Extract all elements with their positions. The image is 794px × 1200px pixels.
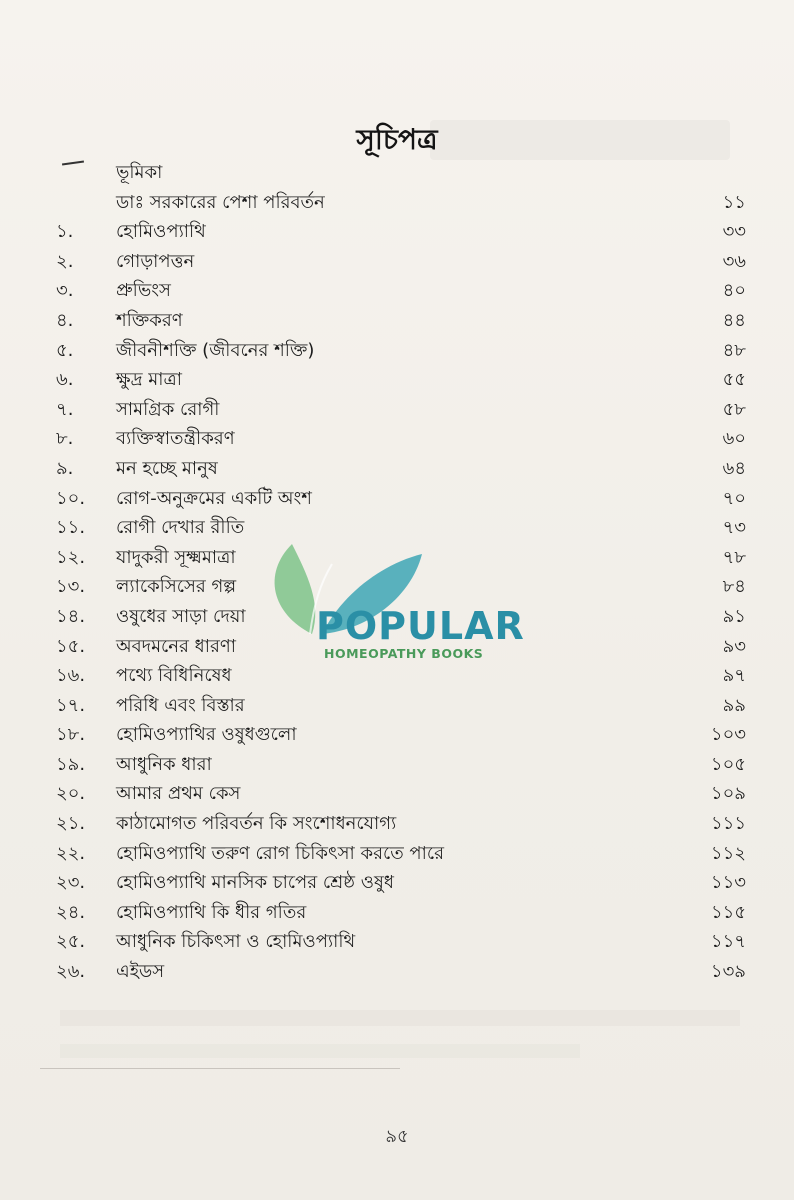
toc-entry-label: গোড়াপত্তন (116, 250, 195, 272)
toc-entry-number: ২১. (56, 813, 86, 835)
toc-entry-label: জীবনীশক্তি (জীবনের শক্তি) (116, 339, 315, 361)
toc-entry-number: ৮. (56, 428, 74, 450)
toc-entry-label: হোমিওপ্যাথির ওষুধগুলো (116, 724, 297, 746)
toc-entry-number: ১. (56, 221, 74, 243)
toc-entry-number: ১০. (56, 487, 86, 509)
watermark-subtitle: HOMEOPATHY BOOKS (324, 646, 484, 661)
toc-entry-page: ৫৫ (722, 369, 746, 391)
toc-entry-row (56, 276, 746, 306)
toc-entry-page: ৯৯ (722, 694, 746, 716)
toc-entry-row (56, 839, 746, 869)
toc-entry-number: ২. (56, 250, 74, 272)
toc-entry-page: ১১ (722, 191, 746, 213)
toc-entry-page: ১০৩ (710, 724, 746, 746)
toc-entry-row (56, 720, 746, 750)
toc-entry-row (56, 957, 746, 987)
show-through-texture (60, 1010, 740, 1026)
toc-entry-page: ৪৪ (722, 309, 746, 331)
toc-entry-label: ল্যাকেসিসের গল্প (116, 576, 237, 598)
toc-entry-number: ১২. (56, 546, 86, 568)
toc-entry-number: ১১. (56, 517, 86, 539)
toc-entry-page: ৯৩ (722, 635, 746, 657)
toc-entry-page: ৯৭ (722, 665, 746, 687)
toc-entry-row (56, 868, 746, 898)
toc-entry-row (56, 809, 746, 839)
toc-intro-row (56, 188, 746, 218)
toc-entry-row (56, 336, 746, 366)
toc-entry-label: ভূমিকা (116, 162, 163, 183)
toc-entry-label: আধুনিক ধারা (116, 753, 212, 775)
toc-entry-label: ডাঃ সরকারের পেশা পরিবর্তন (116, 191, 325, 213)
toc-entry-page: ১০৫ (710, 753, 746, 775)
toc-entry-number: ২৫. (56, 931, 86, 953)
toc-entry-page: ১০৯ (710, 783, 746, 805)
toc-entry-page: ১১২ (710, 842, 746, 864)
toc-entry-label: হোমিওপ্যাথি কি ধীর গতির (116, 901, 307, 923)
toc-entry-number: ২২. (56, 842, 86, 864)
toc-entry-page: ৩৬ (722, 250, 746, 272)
toc-entry-number: ২৪. (56, 901, 86, 923)
toc-entry-number: ১৪. (56, 605, 86, 627)
toc-entry-label: হোমিওপ্যাথি তরুণ রোগ চিকিৎসা করতে পারে (116, 842, 445, 864)
toc-entry-row (56, 691, 746, 721)
toc-entry-label: ক্ষুদ্র মাত্রা (116, 369, 182, 391)
toc-entry-row (56, 424, 746, 454)
toc-entry-label: যাদুকরী সূক্ষ্মমাত্রা (116, 546, 236, 568)
toc-entry-page: ৫৮ (722, 398, 746, 420)
toc-entry-page: ১১১ (710, 813, 746, 835)
show-through-texture (60, 1044, 580, 1058)
toc-entry-page: ৮৪ (722, 576, 746, 598)
toc-entry-page: ৭৮ (722, 546, 746, 568)
toc-entry-label: শক্তিকরণ (116, 309, 183, 331)
page-title: সূচিপত্র (356, 123, 438, 156)
toc-entry-page: ৭০ (722, 487, 746, 509)
toc-entry-label: হোমিওপ্যাথি (116, 221, 206, 243)
toc-entry-label: অবদমনের ধারণা (116, 635, 236, 657)
toc-entry-page: ৬৪ (722, 457, 746, 479)
toc-entry-row (56, 484, 746, 514)
toc-entry-label: ব্যক্তিস্বাতন্ত্রীকরণ (116, 428, 235, 450)
footnote-rule (40, 1068, 400, 1069)
toc-entry-number: ৫. (56, 339, 74, 361)
toc-entry-label: এইডস (116, 961, 165, 983)
toc-entry-label: মন হচ্ছে মানুষ (116, 457, 218, 479)
toc-entry-number: ৯. (56, 457, 74, 479)
toc-entry-label: কাঠামোগত পরিবর্তন কি সংশোধনযোগ্য (116, 813, 397, 835)
toc-entry-row (56, 395, 746, 425)
toc-entry-number: ১৯. (56, 753, 86, 775)
toc-entry-number: ৩. (56, 280, 74, 302)
toc-entry-row (56, 779, 746, 809)
toc-entry-number: ১৫. (56, 635, 86, 657)
toc-entry-page: ১১৭ (710, 931, 746, 953)
toc-entry-page: ৪৮ (722, 339, 746, 361)
toc-entry-page: ৭৩ (722, 517, 746, 539)
toc-entry-label: রোগ-অনুক্রমের একটি অংশ (116, 487, 312, 509)
toc-entry-label: হোমিওপ্যাথি মানসিক চাপের শ্রেষ্ঠ ওষুধ (116, 872, 394, 894)
toc-entry-row (56, 217, 746, 247)
toc-entry-page: ৪০ (722, 280, 746, 302)
toc-entry-number: ৭. (56, 398, 74, 420)
toc-entry-label: আমার প্রথম কেস (116, 783, 241, 805)
toc-entry-number: ১৬. (56, 665, 86, 687)
toc-entry-number: ২৩. (56, 872, 86, 894)
toc-entry-row (56, 898, 746, 928)
toc-entry-row (56, 927, 746, 957)
toc-entry-label: সামগ্রিক রোগী (116, 398, 220, 420)
toc-entry-page: ১১৩ (710, 872, 746, 894)
toc-entry-row (56, 661, 746, 691)
toc-entry-page: ১৩৯ (710, 961, 746, 983)
toc-entry-label: রোগী দেখার রীতি (116, 517, 245, 539)
watermark-title: POPULAR (316, 604, 525, 648)
toc-entry-page: ১১৫ (710, 901, 746, 923)
toc-entry-label: আধুনিক চিকিৎসা ও হোমিওপ্যাথি (116, 931, 356, 953)
toc-entry-label: ওষুধের সাড়া দেয়া (116, 605, 246, 627)
toc-entry-row (56, 365, 746, 395)
page-number: ৯৫ (385, 1126, 409, 1147)
toc-entry-number: ১৮. (56, 724, 86, 746)
watermark-logo (252, 534, 552, 664)
toc-entry-number: ৬. (56, 369, 74, 391)
toc-entry-label: প্রুভিংস (116, 280, 171, 302)
toc-entry-number: ১৩. (56, 576, 86, 598)
toc-entry-row (56, 247, 746, 277)
toc-entry-number: ৪. (56, 309, 74, 331)
toc-entry-number: ২৬. (56, 961, 86, 983)
toc-entry-row (56, 750, 746, 780)
toc-entry-number: ২০. (56, 783, 86, 805)
toc-intro-row (56, 158, 746, 188)
toc-entry-number: ১৭. (56, 694, 86, 716)
toc-entry-row (56, 306, 746, 336)
toc-entry-page: ৬০ (722, 428, 746, 450)
toc-entry-page: ৩৩ (722, 221, 746, 243)
toc-entry-label: পথ্যে বিধিনিষেধ (116, 665, 232, 687)
toc-entry-row (56, 454, 746, 484)
toc-entry-page: ৯১ (722, 605, 746, 627)
toc-entry-label: পরিধি এবং বিস্তার (116, 694, 245, 716)
